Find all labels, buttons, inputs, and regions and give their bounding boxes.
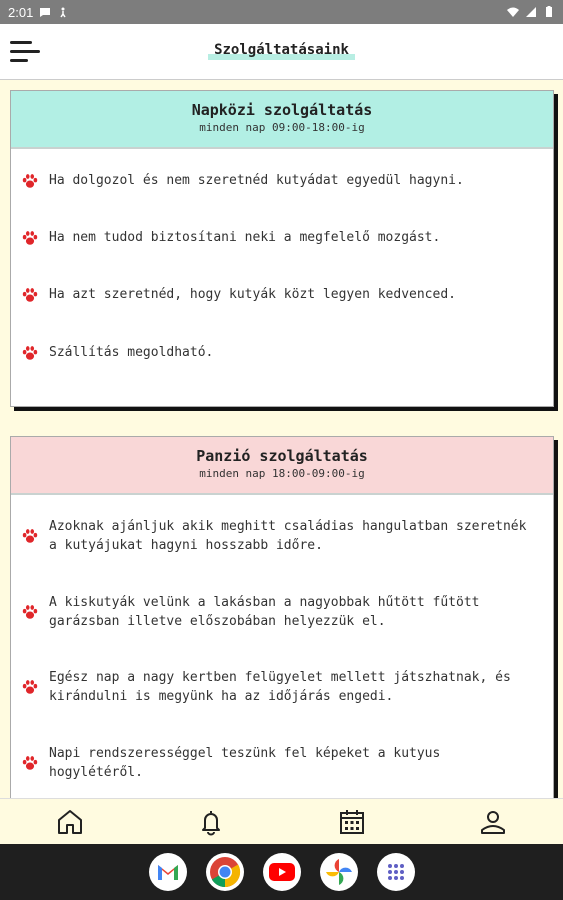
card-title: Panzió szolgáltatás xyxy=(196,447,368,465)
list-item xyxy=(49,593,533,631)
status-bar xyxy=(0,0,563,24)
card-header xyxy=(11,437,553,495)
list-item xyxy=(49,517,533,555)
paw-icon xyxy=(21,172,39,190)
apps-icon xyxy=(386,862,406,882)
list-item xyxy=(49,744,533,782)
card-header xyxy=(11,91,553,149)
service-card-boarding xyxy=(10,436,554,798)
list-item-text: Szállítás megoldható. xyxy=(49,345,214,360)
person-icon xyxy=(479,808,507,836)
chrome-icon xyxy=(209,856,241,888)
paw-icon xyxy=(21,603,39,621)
paw-icon xyxy=(21,344,39,362)
list-item xyxy=(49,228,533,247)
gmail-app-button[interactable] xyxy=(149,853,187,891)
list-item-text: Napi rendszerességgel teszünk fel képeket a kutyus hogylétéről. xyxy=(49,746,441,780)
wifi-icon xyxy=(507,6,519,18)
calendar-icon xyxy=(338,808,366,836)
accessibility-icon xyxy=(57,6,69,18)
nav-calendar-button[interactable] xyxy=(332,802,372,842)
app-drawer-button[interactable] xyxy=(377,853,415,891)
paw-icon xyxy=(21,754,39,772)
youtube-app-button[interactable] xyxy=(263,853,301,891)
gmail-icon xyxy=(156,862,180,882)
nav-notifications-button[interactable] xyxy=(191,802,231,842)
page-title: Szolgáltatásaink xyxy=(0,42,563,60)
bottom-navigation xyxy=(0,798,563,844)
nav-home-button[interactable] xyxy=(50,802,90,842)
paw-icon xyxy=(21,678,39,696)
home-icon xyxy=(56,808,84,836)
list-item xyxy=(49,668,533,706)
paw-icon xyxy=(21,229,39,247)
list-item xyxy=(49,343,533,362)
list-item-text: Egész nap a nagy kertben felügyelet mellett játszhatnak, és kirándulni is megyünk ha az időjárás engedi. xyxy=(49,670,511,704)
card-title: Napközi szolgáltatás xyxy=(191,101,373,119)
paw-icon xyxy=(21,527,39,545)
cellular-icon xyxy=(525,6,537,18)
app-bar xyxy=(0,24,563,80)
list-item xyxy=(49,171,533,190)
card-hours: minden nap 18:00-09:00-ig xyxy=(199,467,365,480)
youtube-icon xyxy=(269,862,295,882)
status-time: 2:01 xyxy=(8,4,34,20)
list-item-text: Ha nem tudod biztosítani neki a megfelelő mozgást. xyxy=(49,230,441,245)
bell-icon xyxy=(197,808,225,836)
messages-icon xyxy=(39,6,51,18)
list-item-text: A kiskutyák velünk a lakásban a nagyobbak hűtött fűtött garázsban illetve előszobában helyezzük el. xyxy=(49,595,480,629)
services-content[interactable] xyxy=(0,80,563,798)
chrome-app-button[interactable] xyxy=(206,853,244,891)
service-card-daycare xyxy=(10,90,554,407)
card-hours: minden nap 09:00-18:00-ig xyxy=(199,121,365,134)
photos-app-button[interactable] xyxy=(320,853,358,891)
system-dock xyxy=(0,844,563,900)
paw-icon xyxy=(21,286,39,304)
list-item-text: Ha dolgozol és nem szeretnéd kutyádat egyedül hagyni. xyxy=(49,173,464,188)
photos-icon xyxy=(326,859,352,885)
battery-icon xyxy=(543,6,555,18)
list-item-text: Azoknak ajánljuk akik meghitt családias hangulatban szeretnék a kutyájukat hagyni hosszabb időre. xyxy=(49,519,527,553)
list-item xyxy=(49,285,533,304)
nav-profile-button[interactable] xyxy=(473,802,513,842)
list-item-text: Ha azt szeretnéd, hogy kutyák közt legyen kedvenced. xyxy=(49,287,456,302)
